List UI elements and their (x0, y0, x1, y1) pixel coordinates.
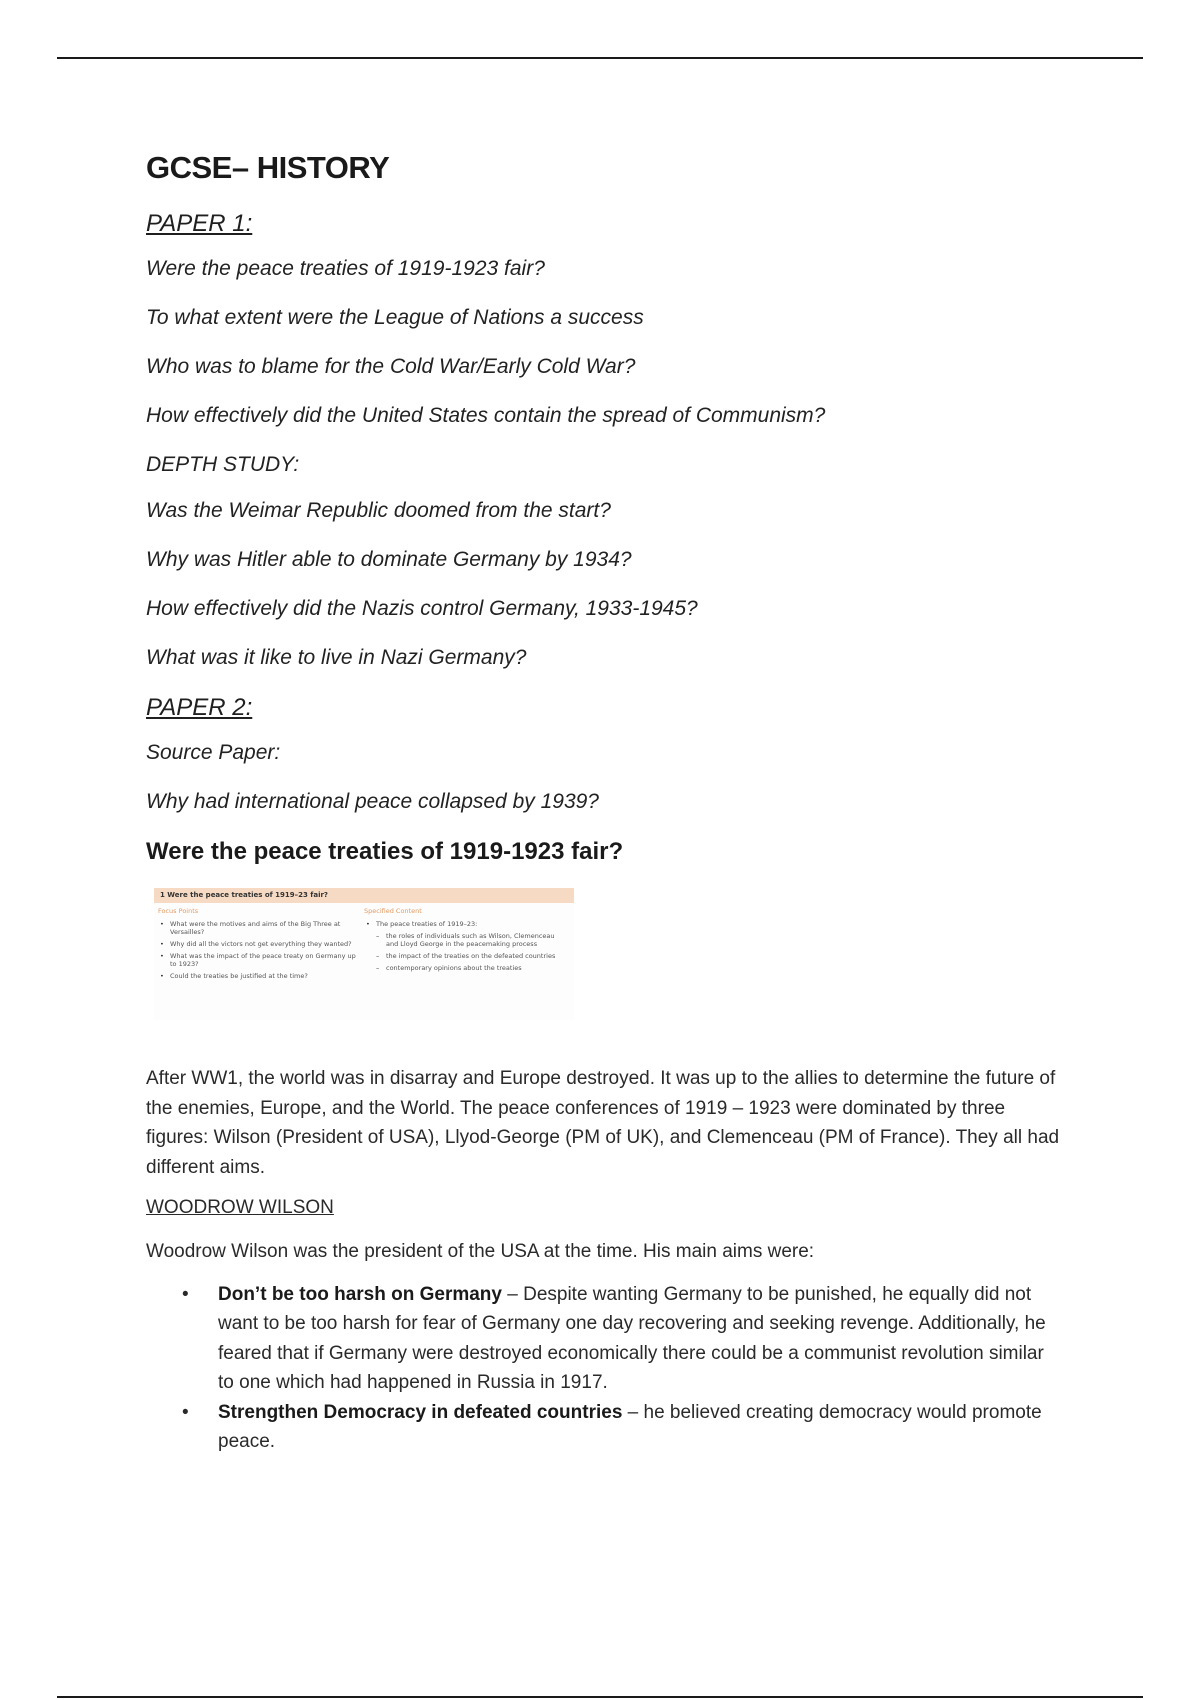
paper-2-question: Why had international peace collapsed by 1939? (146, 790, 599, 813)
paper-1-question: To what extent were the League of Nations a success (146, 306, 644, 329)
paper-1-question: How effectively did the United States contain the spread of Communism? (146, 404, 826, 427)
paper-1-heading: PAPER 1: (146, 210, 253, 237)
list-item (182, 1280, 1048, 1398)
bullet-icon: • (182, 1401, 189, 1423)
wilson-heading: WOODROW WILSON (146, 1197, 334, 1218)
spec-content-item: – the impact of the treaties on the defeated countries (364, 952, 564, 960)
aim-title: Don’t be too harsh on Germany (218, 1283, 502, 1305)
spec-focus-item: • What was the impact of the peace treaty on Germany up to 1923? (158, 952, 358, 968)
wilson-aims-list (146, 1280, 1066, 1457)
list-item (182, 1398, 1048, 1457)
paper-1-question: Who was to blame for the Cold War/Early Cold War? (146, 355, 636, 378)
document-title: GCSE– HISTORY (146, 150, 390, 185)
top-rule (57, 57, 1143, 59)
spec-content-heading: Specified Content (364, 907, 422, 915)
section-title: Were the peace treaties of 1919-1923 fair? (146, 838, 624, 865)
spec-focus-item: • Why did all the victors not get everything they wanted? (158, 940, 358, 948)
spec-content (364, 907, 570, 984)
bullet-icon: • (182, 1283, 189, 1305)
depth-study-question: Why was Hitler able to dominate Germany by 1934? (146, 548, 632, 571)
intro-paragraph: After WW1, the world was in disarray and Europe destroyed. It was up to the allies to determine the future of the enemies, Europe, and the World. The peace conferences of 1919 – 1923 were dominated by three figures: Wilson (President of USA), Llyod-George (PM of UK), and Clemenceau (PM of France). They all had different aims. (146, 1068, 1060, 1178)
spec-content-item: – contemporary opinions about the treaties (364, 964, 564, 972)
aim-title: Strengthen Democracy in defeated countries (218, 1401, 623, 1423)
spec-focus-points (158, 907, 364, 984)
source-paper-label: Source Paper: (146, 741, 281, 764)
depth-study-question: How effectively did the Nazis control Germany, 1933-1945? (146, 597, 698, 620)
spec-focus-item: • What were the motives and aims of the Big Three at Versailles? (158, 920, 358, 936)
depth-study-label: DEPTH STUDY: (146, 453, 300, 476)
spec-content-item: – the roles of individuals such as Wilson, Clemenceau and Lloyd George in the peacemaking process (364, 932, 564, 948)
paper-1-question: Were the peace treaties of 1919-1923 fair? (146, 257, 545, 280)
paper-2-heading: PAPER 2: (146, 694, 253, 721)
document-body (146, 150, 1066, 1457)
depth-study-question: Was the Weimar Republic doomed from the start? (146, 499, 611, 522)
depth-study-question: What was it like to live in Nazi Germany? (146, 646, 527, 669)
spec-columns (154, 903, 574, 984)
aim-text: – he believed creating democracy would promote peace. (218, 1401, 1042, 1452)
wilson-intro: Woodrow Wilson was the president of the USA at the time. His main aims were: (146, 1241, 815, 1262)
spec-focus-heading: Focus Points (158, 907, 199, 915)
specification-image (154, 888, 574, 1020)
spec-header: 1 Were the peace treaties of 1919–23 fair? (154, 888, 574, 903)
aim-text: – Despite wanting Germany to be punished, he equally did not want to be too harsh for fear of Germany one day recovering and seeking revenge. Additionally, he feared that if Germany were destroyed economically there could be a communist revolution similar to one which had happened in Russia in 1917. (218, 1283, 1046, 1393)
bottom-rule (57, 1696, 1143, 1698)
spec-content-main: • The peace treaties of 1919–23: (364, 920, 564, 928)
spec-focus-item: • Could the treaties be justified at the time? (158, 972, 358, 980)
